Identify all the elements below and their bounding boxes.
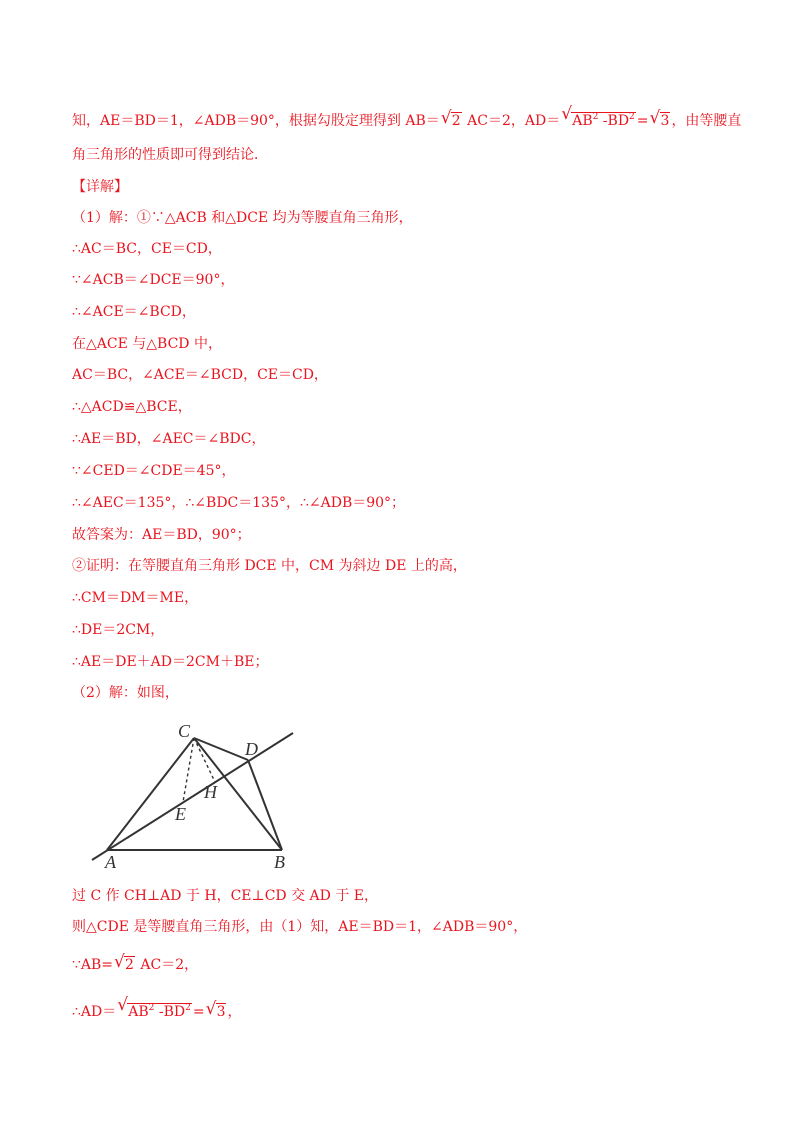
label-e: E	[175, 804, 186, 824]
label-c: C	[178, 721, 191, 741]
sqrt-ab: AB	[572, 113, 593, 129]
equals-sign-second: =	[192, 1004, 205, 1020]
heading-details: 【详解】	[72, 179, 128, 195]
line-21: 则△CDE 是等腰直角三角形，由（1）知，AE＝BD＝1，∠ADB＝90°，	[72, 919, 528, 935]
line-1-text-a: 知，AE＝BD＝1，∠ADB＝90°，根据勾股定理得到 AB＝	[72, 113, 440, 129]
sqrt-2-value: 2	[451, 113, 461, 129]
label-a: A	[105, 852, 116, 872]
line-1-text-b: AC＝2，AD＝	[462, 113, 561, 129]
line-22	[72, 952, 199, 974]
sqrt-3: √ 3	[649, 108, 670, 129]
line-9: AC＝BC，∠ACE＝∠BCD，CE＝CD，	[72, 367, 328, 383]
line-16: ∴CM＝DM＝ME，	[72, 590, 199, 606]
line-14: 故答案为：AE＝BD，90°；	[72, 527, 251, 543]
sqrt-ab-exponent-second: 2	[148, 1003, 155, 1013]
sqrt-2-ab: √ 2	[440, 108, 461, 129]
sqrt-bd-second: -BD	[154, 1004, 186, 1020]
line-5: ∴AC＝BC，CE＝CD，	[72, 241, 222, 257]
sqrt-bd: -BD	[598, 113, 630, 129]
geometry-svg	[84, 716, 308, 874]
line-1-text-c: ，由等腰直	[671, 113, 742, 129]
label-h: H	[204, 782, 217, 802]
sqrt-2-ab-second: √ 2	[114, 952, 134, 973]
sqrt-ab-exponent: 2	[592, 112, 599, 122]
line-17: ∴DE＝2CM，	[72, 622, 165, 638]
sqrt-3-value-second: 3	[216, 1004, 226, 1020]
line-23	[72, 995, 242, 1021]
sqrt-2-value-second: 2	[125, 957, 134, 973]
line-7: ∴∠ACE＝∠BCD，	[72, 304, 196, 320]
line-13: ∴∠AEC＝135°，∴∠BDC＝135°，∴∠ADB＝90°；	[72, 495, 406, 511]
sqrt-3-second: √ 3	[205, 999, 226, 1020]
sqrt-bd-exponent-second: 2	[185, 1003, 191, 1013]
line-22-text-b: AC＝2，	[135, 957, 199, 973]
geometry-figure	[84, 716, 308, 874]
sqrt-ab-second: AB	[128, 1004, 149, 1020]
segment-ce-dashed	[183, 738, 194, 802]
line-20: 过 C 作 CH⊥AD 于 H，CE⊥CD 交 AD 于 E，	[72, 888, 378, 904]
label-d: D	[245, 739, 258, 759]
line-12: ∵∠CED＝∠CDE＝45°，	[72, 463, 236, 479]
sqrt-3-value: 3	[660, 113, 670, 129]
line-15: ②证明：在等腰直角三角形 DCE 中，CM 为斜边 DE 上的高，	[72, 558, 467, 574]
line-4: （1）解：①∵△ACB 和△DCE 均为等腰直角三角形，	[72, 210, 413, 226]
segment-ca	[107, 738, 194, 850]
line-23-text-b: ，	[227, 1004, 242, 1020]
sqrt-bd-exponent: 2	[629, 112, 635, 122]
line-8: 在△ACE 与△BCD 中，	[72, 336, 222, 352]
line-10: ∴△ACD≌△BCE，	[72, 399, 192, 415]
line-6: ∵∠ACB＝∠DCE＝90°，	[72, 272, 235, 288]
sqrt-pythagoras: √ $AB^2$ $-BD^2$	[561, 104, 635, 129]
line-18: ∴AE＝DE＋AD＝2CM＋BE；	[72, 654, 269, 670]
sqrt-pythagoras-second: √ $AB^2$ $-BD^2$	[117, 995, 191, 1020]
line-19: （2）解：如图，	[72, 685, 179, 701]
equals-sign: =	[636, 113, 649, 129]
label-b: B	[274, 852, 285, 872]
line-11: ∴AE＝BD，∠AEC＝∠BDC，	[72, 431, 266, 447]
line-22-text-a: ∵AB=	[72, 957, 114, 973]
line-23-text-a: ∴AD＝	[72, 1004, 117, 1020]
line-1	[72, 104, 742, 130]
segment-db	[248, 760, 282, 850]
line-2: 角三角形的性质即可得到结论．	[72, 147, 268, 163]
